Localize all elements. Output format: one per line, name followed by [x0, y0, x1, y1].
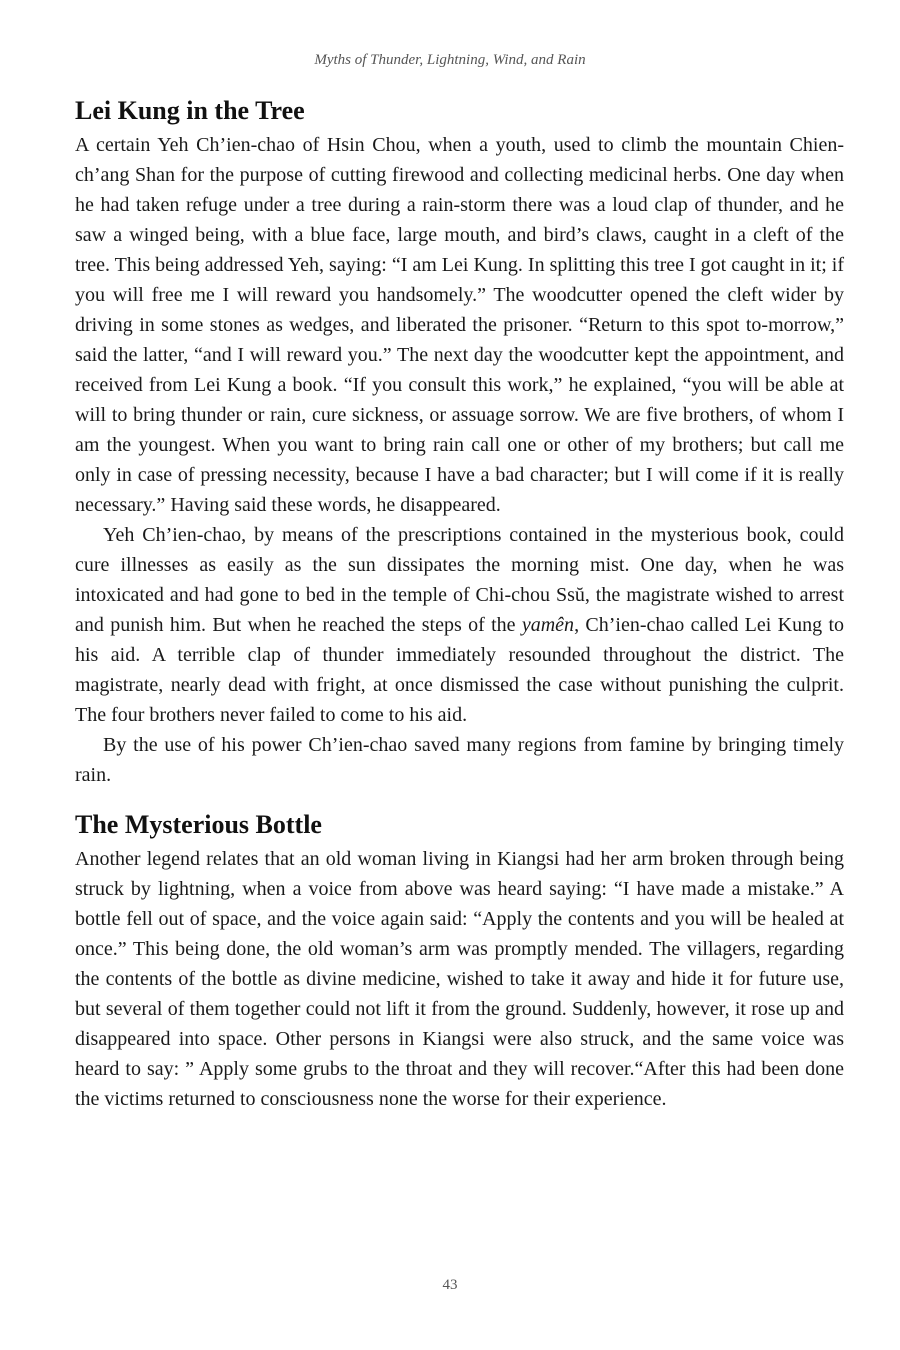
- paragraph: Another legend relates that an old woman living in Kiangsi had her arm broken through being struck by lightning, when a voice from above was heard saying: “I have made a mistake.” A bottle fell out of space, and the voice again said: “Apply the contents and you will be healed at once.” This being done, the old woman’s arm was promptly mended. The villagers, regarding the contents of the bottle as divine medicine, wished to take it away and hide it for future use, but several of them together could not lift it from the ground. Suddenly, however, it rose up and disappeared into space. Other persons in Kiangsi were also struck, and the same voice was heard to say: ” Apply some grubs to the throat and they will recover.“After this had been done the victims returned to consciousness none the worse for their experience.: [75, 848, 844, 1110]
- paragraph: By the use of his power Ch’ien-chao saved many regions from famine by bringing timely rain.: [75, 734, 844, 786]
- page-number: 43: [442, 1277, 458, 1293]
- page-body: [75, 92, 844, 1114]
- paragraph: [75, 520, 844, 730]
- paragraph: A certain Yeh Ch’ien-chao of Hsin Chou, when a youth, used to climb the mountain Chien-ch’ang Shan for the purpose of cutting firewood and collecting medicinal herbs. One day when he had taken refuge under a tree during a rain-storm there was a loud clap of thunder, and he saw a winged being, with a blue face, large mouth, and bird’s claws, caught in a cleft of the tree. This being addressed Yeh, saying: “I am Lei Kung. In splitting this tree I got caught in it; if you will free me I will reward you handsomely.” The woodcutter opened the cleft wider by driving in some stones as wedges, and liberated the prisoner. “Return to this spot to-morrow,” said the latter, “and I will reward you.” The next day the woodcutter kept the appointment, and received from Lei Kung a book. “If you consult this work,” he explained, “you will be able at will to bring thunder or rain, cure sickness, or assuage sorrow. We are five brothers, of whom I am the youngest. When you want to bring rain call one or other of my brothers; but call me only in case of pressing necessity, because I have a bad character; but I will come if it is really necessary.” Having said these words, he disappeared.: [75, 134, 844, 516]
- section-heading: Lei Kung in the Tree: [75, 96, 305, 125]
- paragraph-text: , Ch’ien-chao called Lei Kung to his aid. A terrible clap of thunder immediately resounded throughout the district. The magistrate, nearly dead with fright, at once dismissed the case without punishing the culprit. The four brothers never failed to come to his aid.: [75, 614, 844, 726]
- section-heading: The Mysterious Bottle: [75, 810, 322, 839]
- paragraph-text: Yeh Ch’ien-chao, by means of the prescriptions contained in the mysterious book, could cure illnesses as easily as the sun dissipates the morning mist. One day, when he was intoxicated and had gone to bed in the temple of Chi-chou Ssŭ, the magistrate wished to arrest and punish him. But when he reached the steps of the: [75, 524, 844, 636]
- running-head: Myths of Thunder, Lightning, Wind, and Rain: [314, 52, 586, 68]
- section-lei-kung: [75, 92, 844, 790]
- section-mysterious-bottle: [75, 806, 844, 1114]
- italic-term: yamên: [521, 614, 575, 636]
